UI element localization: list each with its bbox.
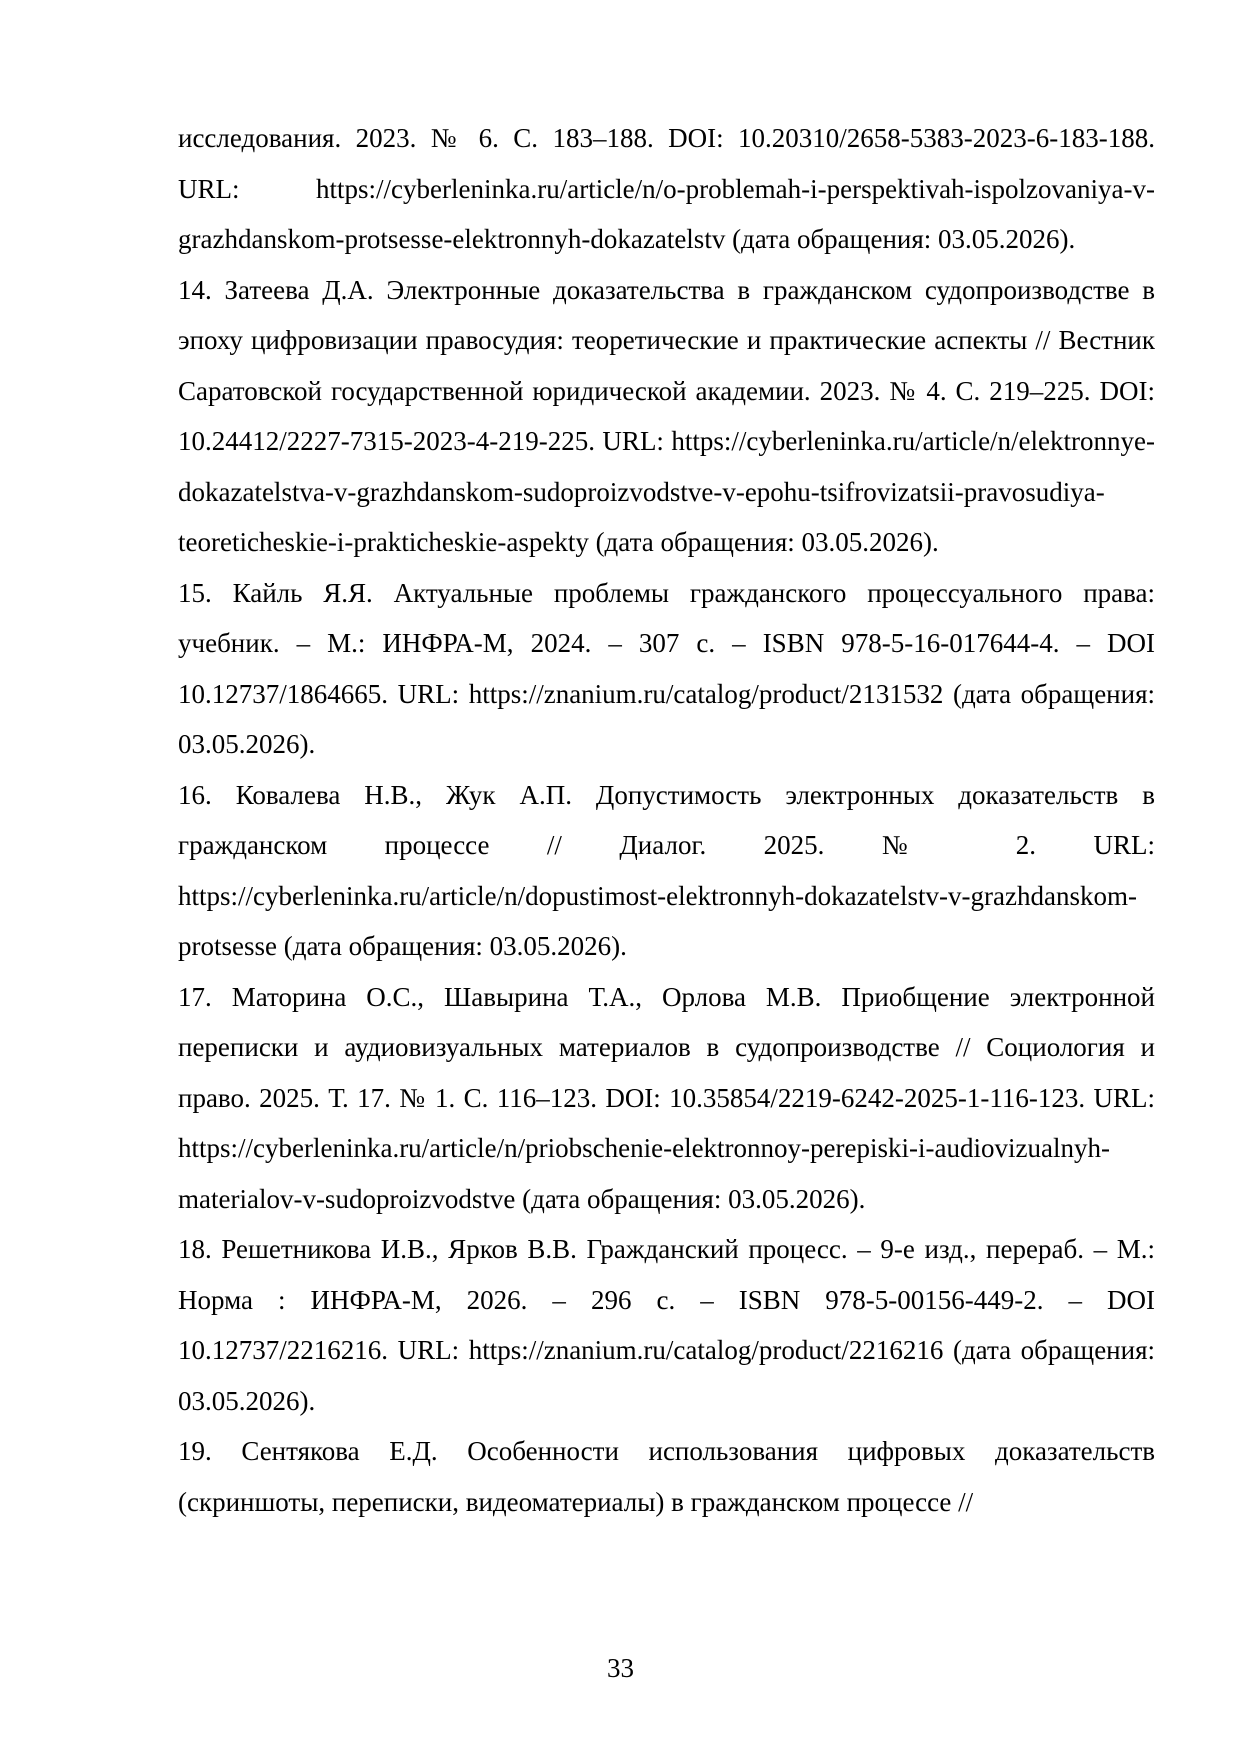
bibliography-entry-19: 19. Сентякова Е.Д. Особенности использования цифровых доказательств (скриншоты, переписки, видеоматериалы) в гражданском процессе // xyxy=(178,1436,1155,1517)
bibliography-entry-13-continued: исследования. 2023. № 6. С. 183–188. DOI: 10.20310/2658-5383-2023-6-183-188. URL: https://cyberleninka.ru/article/n/o-problemah-i-perspektivah-ispolzovaniya-v-grazhdanskom-protsesse-elektronnyh-dokazatelstv (дата обращения: 03.05.2026). xyxy=(178,123,1155,254)
bibliography-entry-17: 17. Маторина О.С., Шавырина Т.А., Орлова М.В. Приобщение электронной переписки и аудиовизуальных материалов в судопроизводстве // Социология и право. 2025. Т. 17. № 1. С. 116–123. DOI: 10.35854/2219-6242-2025-1-116-123. URL: https://cyberleninka.ru/article/n/priobschenie-elektronnoy-perepiski-i-audiovizualnyh-materialov-v-sudoproizvodstve (дата обращения: 03.05.2026). xyxy=(178,981,1155,1214)
bibliography-entry-14: 14. Затеева Д.А. Электронные доказательства в гражданском судопроизводстве в эпоху цифровизации правосудия: теоретические и практические аспекты // Вестник Саратовской государственной юридической академии. 2023. № 4. С. 219–225. DOI: 10.24412/2227-7315-2023-4-219-225. URL: https://cyberleninka.ru/article/n/elektronnye-dokazatelstva-v-grazhdanskom-sudoproizvodstve-v-epohu-tsifrovizatsii-pravosudiya-teoreticheskie-i-prakticheskie-aspekty (дата обращения: 03.05.2026). xyxy=(178,274,1155,557)
bibliography-entry-18: 18. Решетникова И.В., Ярков В.В. Гражданский процесс. – 9-е изд., перераб. – М.: Норма : ИНФРА-М, 2026. – 296 с. – ISBN 978-5-00156-449-2. – DOI 10.12737/2216216. URL: https://znanium.ru/catalog/product/2216216 (дата обращения: 03.05.2026). xyxy=(178,1234,1155,1416)
page-number: 33 xyxy=(607,1653,634,1683)
bibliography-entry-16: 16. Ковалева Н.В., Жук А.П. Допустимость электронных доказательств в гражданском процессе // Диалог. 2025. № 2. URL: https://cyberleninka.ru/article/n/dopustimost-elektronnyh-dokazatelstv-v-grazhdanskom-protsesse (дата обращения: 03.05.2026). xyxy=(178,779,1155,961)
bibliography-list xyxy=(178,113,1155,1527)
bibliography-entry-15: 15. Кайль Я.Я. Актуальные проблемы гражданского процессуального права: учебник. – М.: ИНФРА-М, 2024. – 307 с. – ISBN 978-5-16-017644-4. – DOI 10.12737/1864665. URL: https://znanium.ru/catalog/product/2131532 (дата обращения: 03.05.2026). xyxy=(178,577,1155,759)
